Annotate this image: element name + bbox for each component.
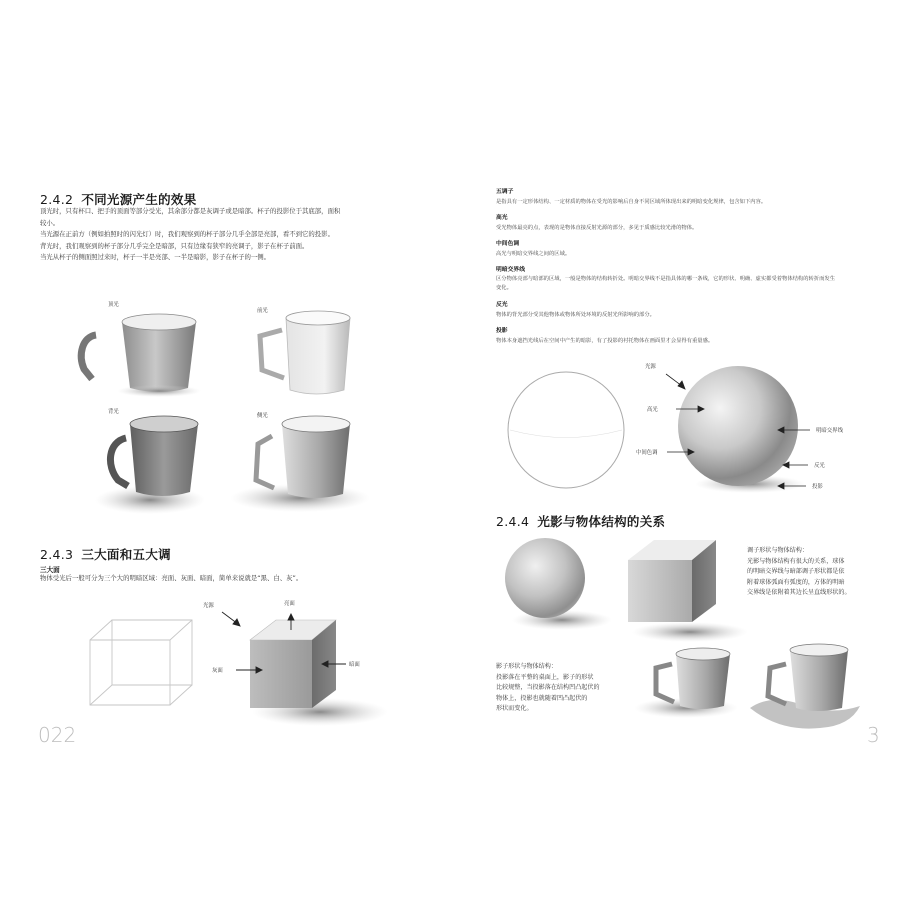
note-line: 交界线是依附着其边长呈直线形状的。 bbox=[747, 589, 851, 596]
term-description: 物体的背光部分受其他物体或物体所处环境的反射光所影响的部分。 bbox=[496, 312, 655, 318]
term-description: 是指具有一定形体结构、一定材质的物体在受光的影响后自身不同区域所体现出来的明暗变化规律，包含如下内容。 bbox=[496, 199, 767, 205]
term: 明暗交界线 bbox=[496, 267, 525, 273]
label-reflected-light: 反光 bbox=[814, 463, 825, 469]
term: 高光 bbox=[496, 215, 508, 221]
tone-shape-note bbox=[747, 546, 857, 599]
note-line: 物体上，投影也就随着凹凸起伏的 bbox=[496, 694, 588, 702]
section-heading: 三大面和五大调 bbox=[81, 547, 171, 562]
term: 投影 bbox=[496, 328, 508, 334]
term: 反光 bbox=[496, 302, 508, 308]
note-line: 的明暗交界线与暗部调子形状都是依 bbox=[747, 568, 845, 575]
label-front-light: 前光 bbox=[257, 308, 268, 314]
label-light-source: 光源 bbox=[645, 364, 656, 370]
label-highlight: 高光 bbox=[647, 407, 658, 413]
page-number-left: 022 bbox=[38, 723, 77, 747]
note-line: 投影落在平整的桌面上，影子的形状 bbox=[496, 673, 594, 681]
page-number-right: 3 bbox=[867, 723, 880, 747]
note-line: 光影与物体结构有很大的关系，球体 bbox=[747, 557, 845, 565]
three-faces-text: 物体受光后一般可分为三个大的明暗区域：亮面、灰面、暗面，简单来说就是“黑、白、灰”。 bbox=[40, 574, 303, 582]
label-back-light: 背光 bbox=[108, 409, 119, 415]
label-terminator: 明暗交界线 bbox=[816, 428, 843, 434]
note-line: 附着球体弧面有弧度的，方体的明暗 bbox=[747, 578, 845, 586]
label-side-light: 侧光 bbox=[257, 413, 268, 419]
section-number: 2.4.4 bbox=[496, 514, 530, 529]
note-line: 比较规整，当投影落在结构凹凸起伏的 bbox=[496, 684, 600, 691]
note-line: 调子形状与物体结构： bbox=[747, 547, 808, 554]
shadow-shape-note bbox=[496, 662, 616, 715]
section-heading: 不同光源产生的效果 bbox=[81, 192, 197, 207]
subheading-three-faces: 三大面 bbox=[40, 566, 60, 574]
structure-cube bbox=[628, 540, 748, 642]
section-number: 2.4.3 bbox=[40, 547, 74, 562]
text-line: 背光时，我们观察到的杯子部分几乎完全是暗部，只有边缘有狭窄的亮调子，影子在杯子前面。 bbox=[40, 241, 309, 250]
label-cast-shadow: 投影 bbox=[812, 484, 823, 490]
text-line: 当光从杯子的侧面照过来时，杯子一半是亮部、一半是暗影，影子在杯子的一侧。 bbox=[40, 253, 271, 262]
label-gray-face: 灰面 bbox=[212, 668, 223, 674]
structure-cup-rough bbox=[750, 644, 860, 729]
term-description: 受光物体最亮的点，表现的是物体直接反射光源的部分，多见于质感比较光滑的物体。 bbox=[496, 225, 698, 231]
text-line: 较小。 bbox=[40, 218, 60, 227]
term-description: 物体本身遮挡光线后在空间中产生的暗影，有了投影的衬托物体在画面里才会显得有重量感。 bbox=[496, 338, 714, 344]
section-heading: 光影与物体结构的关系 bbox=[537, 514, 666, 529]
label-light-source: 光源 bbox=[203, 603, 214, 609]
term: 五调子 bbox=[496, 189, 514, 195]
structure-cup-flat bbox=[634, 648, 738, 718]
label-top-light: 顶光 bbox=[108, 302, 119, 308]
term: 中间色调 bbox=[496, 241, 520, 247]
note-line: 影子形状与物体结构： bbox=[496, 663, 557, 670]
text-line: 顶光时，只有杯口、把手的顶面等部分受光，其余部分都是灰调子或是暗部。杯子的投影位于其底部，面积 bbox=[40, 207, 341, 215]
structure-sphere bbox=[505, 538, 612, 630]
text-line: 当光源在正前方（例如拍照时的闪光灯）时，我们观察到的杯子部分几乎全部是亮部，看不到它的投影。 bbox=[40, 230, 334, 239]
term-description: 区分物体亮部与暗部的区域，一般是物体的结构转折处。明暗交界线不是指具体的哪一条线，它的形状、明确、虚实都受着物体结构的转折而发生变化。 bbox=[496, 276, 836, 291]
term-description: 高光与明暗交界线之间的区域。 bbox=[496, 251, 571, 257]
note-line: 形状而变化。 bbox=[496, 705, 533, 712]
section-number: 2.4.2 bbox=[40, 192, 74, 207]
label-midtone: 中间色调 bbox=[636, 450, 658, 456]
label-bright-face: 亮面 bbox=[284, 601, 295, 607]
label-dark-face: 暗面 bbox=[349, 662, 360, 668]
